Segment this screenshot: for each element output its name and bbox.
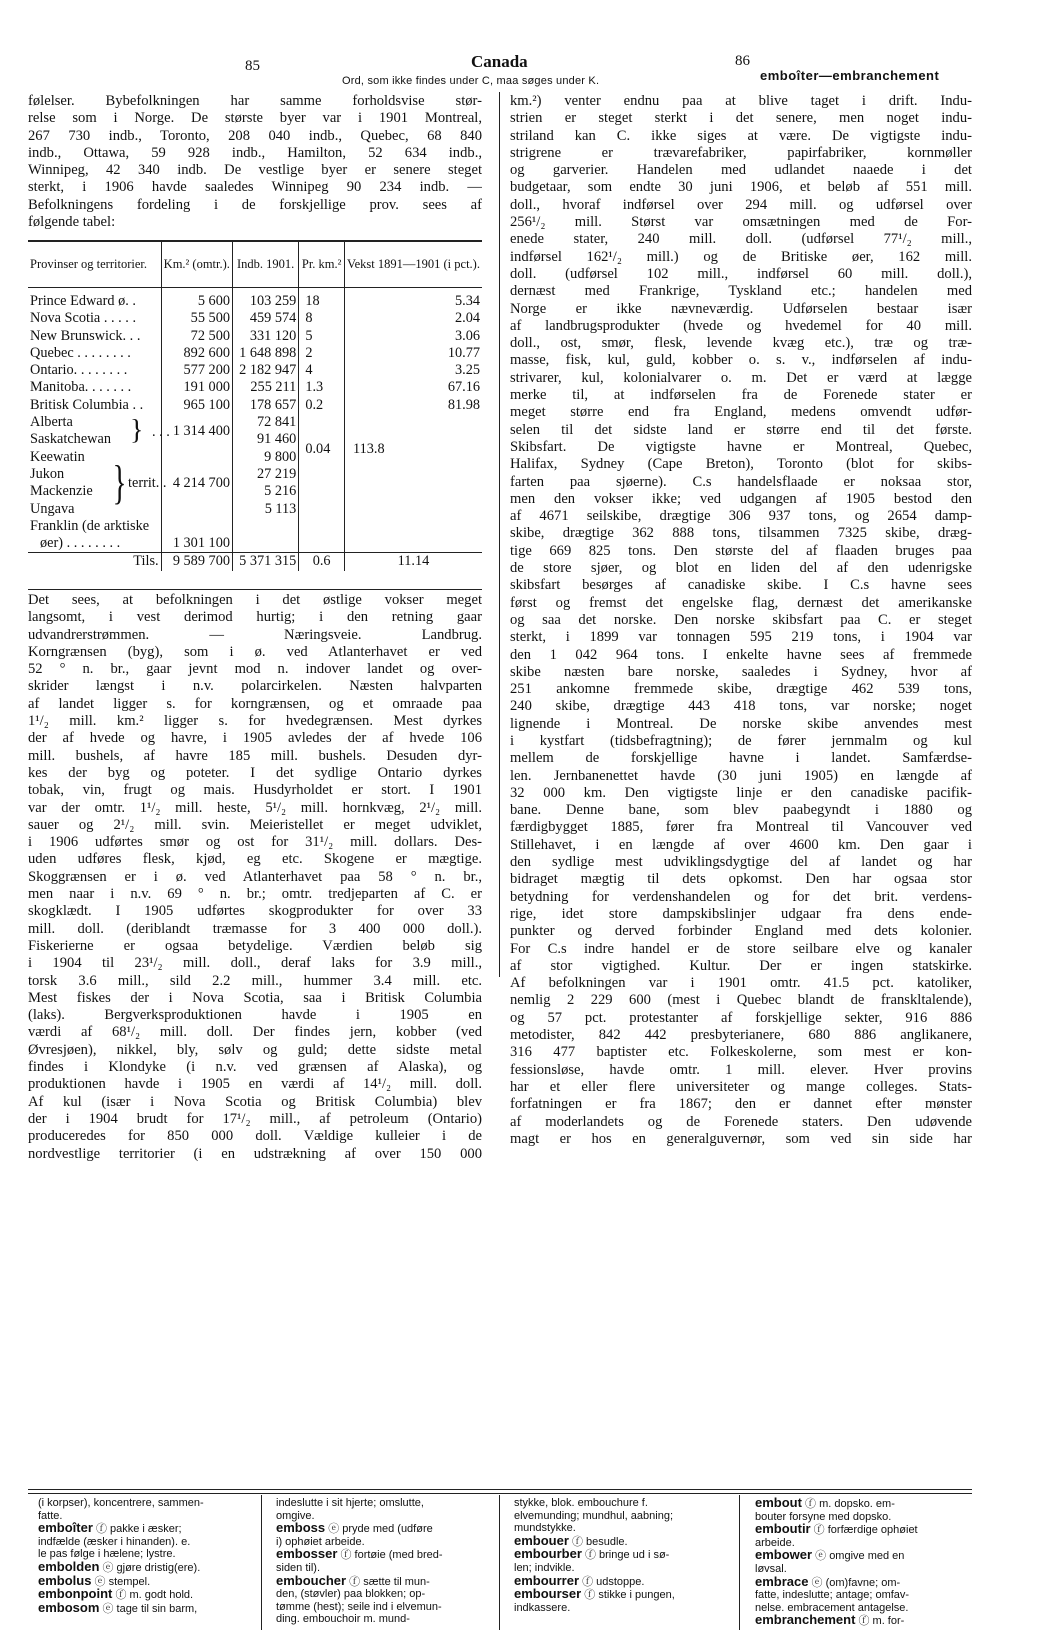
headword: embolden: [38, 1560, 100, 1574]
dictionary-line: løvsal.: [755, 1562, 787, 1575]
table-cell-km: 55 500: [161, 310, 232, 327]
text-line: 52 ° n. br., gaar jevnt mod n. indover landet og over-: [28, 661, 482, 678]
table-cell-total-pr: 0.6: [299, 553, 345, 571]
text-line: sterkt, i 1906 havde saaledes Winnipeg 90 234 indb. —: [28, 179, 482, 196]
left-column-text: [28, 592, 482, 1163]
table-row: [28, 379, 482, 396]
headword: embout: [755, 1497, 802, 1510]
table-row-franklin: [28, 518, 482, 553]
text-line: Korngrænsen (byg), som i ø. ved Atlanterhavet er ved: [28, 643, 482, 660]
table-cell-name: Alberta: [30, 414, 73, 431]
text-line: skogklædt. I 1905 udførtes skogprodukter for over 33: [28, 903, 482, 920]
table-header-vekst: Vekst 1891—1901 (i pct.).: [344, 241, 482, 287]
table-cell-vekst: 10.77: [344, 345, 482, 362]
text-line: der af hvede og havre, i 1905 avledes der af hvede 106: [28, 730, 482, 747]
brace-icon: }: [130, 415, 144, 447]
table-bottom-rule: [28, 589, 482, 590]
table-cell-indb: 459 574: [233, 310, 299, 327]
table-cell-km: 1 314 400: [161, 414, 232, 449]
dictionary-line: arbeide.: [755, 1536, 795, 1549]
running-head: emboîter—embranchement: [760, 68, 940, 83]
text-line: For C.s indre handel er de store seilbare elve og kanaler: [510, 940, 972, 957]
table-cell-pr: 0.04: [305, 440, 331, 457]
table-cell-km: 5 600: [161, 293, 232, 310]
text-line: doll. (udførsel 102 mill., indførsel 60 mill. doll.),: [510, 265, 972, 282]
table-cell-km: 965 100: [161, 397, 232, 414]
text-line: strivarer, kul, kolonialvarer o. m. Det er værd at lægge: [510, 369, 972, 386]
table-row: [28, 328, 482, 345]
table-cell-pr: 8: [299, 310, 345, 327]
dictionary-line: mundstykke.: [514, 1522, 576, 1535]
headword: embranchement: [755, 1614, 856, 1628]
table-cell-km: 1 301 100: [161, 518, 232, 553]
table-cell-name: Prince Edward ø. .: [30, 293, 137, 309]
text-line: de store sjøer, og blot en liden del af den udenrigske: [510, 560, 972, 577]
headword: emboucher: [276, 1574, 347, 1588]
table-cell-name: Ungava: [30, 500, 75, 517]
dictionary-line: embout ⓕ m. dopsko. em-: [755, 1497, 895, 1510]
table-cell-pr: 1.3: [299, 379, 345, 396]
dictionary-line: embosser ⓕ fortøie (med bred-: [276, 1548, 443, 1562]
left-column-intro: [28, 93, 482, 231]
header-note: Ord, som ikke findes under C, maa søges under K.: [342, 75, 600, 87]
text-line: skibe, drægtige 362 888 tons, tilsammen 7325 skibe, dræg-: [510, 525, 972, 542]
headword: emboîter: [38, 1522, 93, 1536]
text-line: den sydlige mest udviklingsdygtige del af landet og har: [510, 854, 972, 871]
text-line: 251 ankomne fremmede skibe, drægtige 462 539 tons,: [510, 681, 972, 698]
table-cell-km: 191 000: [161, 379, 232, 396]
table-header-indb: Indb. 1901.: [233, 241, 299, 287]
dictionary-line: nelse. embracement antagelse.: [755, 1601, 909, 1614]
text-line: findes i Klondyke (i n.v. ved grænsen af Alaska), og: [28, 1059, 482, 1076]
table-cell-name: Mackenzie: [30, 483, 93, 500]
table-cell-pr: 0.2: [299, 397, 345, 414]
page-number-right: 86: [735, 53, 750, 69]
table-cell-vekst: 67.16: [344, 379, 482, 396]
table-row-total: [28, 553, 482, 571]
table-cell-indb: 72 841: [257, 414, 297, 431]
text-line: følgende tabel:: [28, 214, 116, 231]
text-line: 32 000 km. Den vigtigste linje er den canadiske pacifik-: [510, 784, 972, 801]
dictionary-line: embower ⓔ omgive med en: [755, 1549, 905, 1563]
table-cell-name: Manitoba. . . . . . .: [30, 379, 132, 396]
dict-divider-1: [261, 1495, 262, 1630]
text-line: mill. doll. (deriblandt træmasse for 3 400 000 doll.).: [28, 920, 482, 937]
table-cell-name: Ontario. . . . . . . .: [30, 362, 128, 379]
table-row-territories-group: [28, 449, 482, 518]
text-line: mellem de forskjellige havne i landet. Samfærdse-: [510, 750, 972, 767]
text-line: og garverier. Handelen med udlandet naaede i det: [510, 162, 972, 179]
dictionary-line: embrace ⓔ (om)favne; om-: [755, 1575, 901, 1589]
text-line: produceredes for 850 000 doll. Vældige kulleier i de: [28, 1128, 482, 1145]
text-line: Fiskerierne er ogsaa betydelige. Værdien beløb sig: [28, 937, 482, 954]
dictionary-line: emboucher ⓕ sætte til mun-: [276, 1574, 430, 1588]
dictionary-line: emboîter ⓕ pakke i æsker;: [38, 1522, 182, 1536]
text-line: skibsfart besørges af canadiske skibe. I C.s havne sees: [510, 577, 972, 594]
text-line: Skoggrænsen er i ø. ved Atlanterhavet paa 58 ° n. br.,: [28, 868, 482, 885]
text-line: af stor vigtighed. Kultur. Der er ingen statskirke.: [510, 957, 972, 974]
dictionary-line: embourrer ⓕ udstoppe.: [514, 1574, 645, 1588]
footer-top-rule: [28, 1489, 972, 1490]
text-line: Af kul (især i Nova Scotia og Britisk Columbia) blev: [28, 1093, 482, 1110]
table-cell-name: New Brunswick. . .: [30, 327, 141, 344]
page-number-left: 85: [245, 58, 260, 74]
text-line: følelser. Bybefolkningen har samme forholdsvise stør-: [28, 93, 482, 109]
dictionary-line: embonpoint ⓕ m. godt hold.: [38, 1588, 194, 1602]
text-line: Winnipeg, 42 340 indb. De vestlige byer er senere steget: [28, 162, 482, 179]
table-cell-indb: 9 800: [264, 448, 297, 465]
text-line: sauer og 2¹/₂ mill. svin. Meieristellet er meget udviklet,: [28, 816, 482, 833]
table-cell-total-km: 9 589 700: [161, 553, 232, 571]
text-line: færdigbygget 1885, fører fra Montreal til Vancouver ved: [510, 819, 972, 836]
table-cell-territ: territ. .: [128, 474, 167, 491]
table-cell-vekst: 3.06: [344, 328, 482, 345]
text-line: doll., hvoraf indførsel over 294 mill. og udførsel over: [510, 196, 972, 213]
table-row: [28, 310, 482, 327]
text-line: Norge er ikke nævneværdig. Udførselen bestaar især: [510, 300, 972, 317]
text-line: selen til det sidste land er større end til det første.: [510, 421, 972, 438]
table-cell-vekst: 3.25: [344, 362, 482, 379]
dictionary-line: siden til).: [276, 1561, 321, 1574]
table-cell-name: Britisk Columbia . .: [30, 396, 144, 413]
text-line: indførsel 162¹/₂ mill.) og de Britiske øer, 162 mill.: [510, 248, 972, 265]
population-table: [28, 240, 482, 571]
dictionary-column-2: [276, 1497, 494, 1626]
text-line: bidraget mægtig til dets opkomst. Den har ogsaa stor: [510, 871, 972, 888]
table-cell-name: Saskatchewan: [30, 431, 111, 448]
dictionary-line: (i korpser), koncentrere, sammen-: [38, 1497, 204, 1509]
text-line: af 4671 seilskibe, drægtige 306 937 tons, og 2654 damp-: [510, 508, 972, 525]
text-line: først og fremst det engelske flag, dernæst det amerikanske: [510, 594, 972, 611]
dictionary-line: embouer ⓕ besudle.: [514, 1534, 628, 1548]
table-cell-indb: 331 120: [233, 328, 299, 345]
text-line: i 1906 udførtes smør og ost for 31¹/₂ mill. dollars. Des-: [28, 834, 482, 851]
headword: embosser: [276, 1548, 338, 1562]
dictionary-line: embranchement ⓕ m. for-: [755, 1614, 905, 1628]
table-row: [28, 345, 482, 362]
text-line: af moderlandets og de Forenede staters. Den udøvende: [510, 1113, 972, 1130]
table-cell-name: Franklin (de arktiske: [30, 517, 150, 534]
dictionary-line: bouter forsyne med dopsko.: [755, 1510, 892, 1523]
text-line: skrider længst i n.v. polarcirkelen. Næsten halvparten: [28, 678, 482, 695]
table-cell-indb: 27 219: [257, 465, 297, 482]
text-line: 1¹/₂ mill. km.² ligger s. for hvedegrænsen. Mest dyrkes: [28, 713, 482, 730]
dictionary-column-4: [755, 1497, 975, 1628]
table-row: [28, 293, 482, 310]
text-line: betydning for verdenshandelen og for det brit. verdens-: [510, 888, 972, 905]
text-line: enede stater, 240 mill. doll. (udførsel 77¹/₂ mill.,: [510, 231, 972, 248]
text-line: der i 1904 brudt for 17¹/₂ mill., af petroleum (Ontario): [28, 1110, 482, 1127]
text-line: i 1904 til 23¹/₂ mill. doll., deraf laks for 3.9 mill.,: [28, 955, 482, 972]
text-line: fessionsløse, havde omtr. 1 mill. elever. Hver provins: [510, 1061, 972, 1078]
text-line: langsomt, i vest derimod hurtig; i den retning gaar: [28, 609, 482, 626]
text-line: 240 skibe, drægtige 443 418 tons, var norske; noget: [510, 698, 972, 715]
table-cell-km: 72 500: [161, 328, 232, 345]
table-row: [28, 397, 482, 414]
footer-rule: [28, 1493, 972, 1494]
table-cell-indb: 255 211: [233, 379, 299, 396]
table-header-km: Km.² (omtr.).: [161, 241, 232, 287]
table-cell-vekst: 113.8: [352, 440, 385, 457]
text-line: kes der byg og poteter. I det sydlige Ontario dyrkes: [28, 764, 482, 781]
text-line: dernæst med Frankrige, Tyskland etc.; handelen med: [510, 283, 972, 300]
table-cell-indb: 5 113: [264, 500, 297, 517]
dict-divider-2: [499, 1495, 500, 1630]
table-row: [28, 362, 482, 379]
table-cell-total-indb: 5 371 315: [233, 553, 299, 571]
text-line: har et eller flere universiteter og mange colleges. Stats-: [510, 1078, 972, 1095]
dictionary-line: embolus ⓔ stempel.: [38, 1574, 151, 1588]
headword: embower: [755, 1549, 813, 1563]
headword: embosom: [38, 1601, 100, 1615]
text-line: (laks). Bergverksproduktionen havde i 1905 en: [28, 1007, 482, 1024]
dictionary-line: stykke, blok. embouchure f.: [514, 1497, 648, 1509]
dictionary-line: len; indvikle.: [514, 1561, 575, 1574]
table-cell-total-vekst: 11.14: [344, 553, 482, 571]
dictionary-line: i) ophøiet arbeide.: [276, 1535, 365, 1548]
text-line: indb., Ottawa, 59 928 indb., Hamilton, 52 634 indb.,: [28, 144, 482, 161]
table-cell-name: øer) . . . . . . . .: [40, 535, 121, 552]
dictionary-line: indeslutte i sit hjerte; omslutte,: [276, 1497, 424, 1509]
dictionary-line: embosom ⓔ tage til sin barm,: [38, 1601, 198, 1615]
table-cell-indb: 178 657: [233, 397, 299, 414]
dictionary-line: emboss ⓔ pryde med (udføre: [276, 1522, 433, 1536]
headword: embrace: [755, 1575, 809, 1589]
dictionary-line: indkassere.: [514, 1601, 571, 1614]
text-line: Mest fiskes der i Nova Scotia, saa i Britisk Columbia: [28, 989, 482, 1006]
dictionary-line: fatte.: [38, 1509, 63, 1522]
table-row-alberta-group: [28, 414, 482, 449]
headword: embolus: [38, 1574, 92, 1588]
dictionary-line: indfælde (æsker i hinanden). e.: [38, 1535, 191, 1548]
right-column-text: [510, 93, 972, 1148]
dictionary-line: embourber ⓕ bringe ud i sø-: [514, 1548, 670, 1562]
headword: embourrer: [514, 1574, 580, 1588]
text-line: bane. Denne bane, som blev paabegyndt i 1880 og: [510, 802, 972, 819]
table-cell-vekst: 5.34: [344, 293, 482, 310]
dictionary-line: ding. embouchoir m. mund-: [276, 1613, 410, 1626]
dictionary-line: elvemunding; mundhul, aabning;: [514, 1509, 674, 1522]
text-line: doll., ost, smør, flesk, levende kvæg etc.), træ og træ-: [510, 335, 972, 352]
text-line: farten paa sjøerne). C.s handelsflaade er noksaa stor,: [510, 473, 972, 490]
text-line: i kystfart (tidsbefragtning); de fører jernmalm og kul: [510, 732, 972, 749]
text-line: Halifax, Sydney (Cape Breton), Toronto (blot for skibs-: [510, 456, 972, 473]
text-line: nordvestlige territorier (i en udstrækning af over 150 000: [28, 1145, 482, 1162]
text-line: nemlig 2 229 600 (mest i Quebec blandt de franskltalende),: [510, 992, 972, 1009]
text-line: len. Jernbanenettet havde (30 juni 1905) en længde af: [510, 767, 972, 784]
dictionary-line: emboutir ⓕ forfærdige ophøiet: [755, 1523, 918, 1537]
text-line: produktionen havde i 1905 en værdi af 14¹/₂ mill. doll.: [28, 1076, 482, 1093]
text-line: relse som i Norge. De største byer var i 1901 Montreal,: [28, 110, 482, 127]
table-cell-indb: 5 216: [264, 483, 297, 500]
dictionary-line: omgive.: [276, 1509, 315, 1522]
table-header-pr: Pr. km.²: [299, 241, 345, 287]
table-cell-pr: 4: [299, 362, 345, 379]
headword: embourber: [514, 1548, 582, 1562]
text-line: Af befolkningen var i 1901 omtr. 41.5 pct. katoliker,: [510, 975, 972, 992]
text-line: og 57 pct. protestanter af forskjellige sekter, 916 886: [510, 1009, 972, 1026]
text-line: 256¹/₂ mill. Størst var omsætningen med de For-: [510, 214, 972, 231]
table-cell-name: Jukon: [30, 465, 65, 482]
table-cell-km: 4 214 700: [161, 449, 232, 518]
text-line: strien er steget sterkt i det senere, men noget indu-: [510, 110, 972, 127]
text-line: meget større end fra England, medens omvendt udfør-: [510, 404, 972, 421]
text-line: den 1 042 964 tons. I enkelte havne sees af fremmede: [510, 646, 972, 663]
table-cell-pr: 2: [299, 345, 345, 362]
text-line: sterkt, i 1899 var tonnagen 595 219 tons, i 1904 var: [510, 629, 972, 646]
headword: embourser: [514, 1588, 582, 1602]
dictionary-line: den, (støvler) paa blokken; op-: [276, 1588, 426, 1601]
dict-divider-3: [739, 1495, 740, 1630]
text-line: torsk 3.6 mill., sild 2.2 mill., hummer 3.4 mill. etc.: [28, 972, 482, 989]
dictionary-line: tømme (hest); seile ind i elvemun-: [276, 1600, 442, 1613]
headword: embouer: [514, 1534, 569, 1548]
text-line: rige, idet store dampskibslinjer udgaar fra dens ende-: [510, 905, 972, 922]
text-line: merke til, at indførselen fra de Forenede stater er: [510, 387, 972, 404]
table-cell-name: Keewatin: [30, 448, 85, 465]
dictionary-column-1: [38, 1497, 256, 1615]
text-line: km.²) venter endnu paa at blive taget i drift. Indu-: [510, 93, 972, 109]
text-line: magt er hos en generalguvernør, som ved sin side har: [510, 1130, 972, 1147]
text-line: skibe næsten bare norske, saaledes i Sydney, hvor af: [510, 663, 972, 680]
table-cell-total-label: Tils.: [28, 553, 161, 571]
text-line: strigrene er trævarefabriker, papirfabriker, kornmøller: [510, 144, 972, 161]
text-line: budgetaar, som endte 30 juni 1906, et beløb af 551 mill.: [510, 179, 972, 196]
text-line: mill. bushels, af havre 185 mill. bushels. Desuden dyr-: [28, 747, 482, 764]
text-line: Befolkningens fordeling i de forskjellige prov. sees af: [28, 196, 482, 213]
dictionary-line: fatte, indeslutte; antage; omfav-: [755, 1589, 910, 1602]
text-line: Øvresjøen), nikkel, bly, sølv og guld; dette sidste metal: [28, 1041, 482, 1058]
headword: emboss: [276, 1522, 326, 1536]
text-line: var der omtr. 1¹/₂ mill. heste, 5¹/₂ mill. hornkvæg, 2¹/₂ mill.: [28, 799, 482, 816]
text-line: tige 669 825 tons. Den største del af flaaden bruges paa: [510, 542, 972, 559]
text-line: og saa det norske. Den norske skibsfart paa C. er steget: [510, 611, 972, 628]
text-line: masse, fisk, kul, guld, kobber o. s. v., indførselen af indu-: [510, 352, 972, 369]
text-line: udvandrerstrømmen. — Næringsveie. Landbrug.: [28, 626, 482, 643]
text-line: striland kan C. ikke siges at være. De vigtigste indu-: [510, 127, 972, 144]
text-line: punkter og derved forbinder England med dets kolonier.: [510, 923, 972, 940]
brace-icon: }: [112, 455, 127, 509]
table-cell-km: 892 600: [161, 345, 232, 362]
text-line: Stillehavet, i en længde af over 4600 km. Den gaar i: [510, 836, 972, 853]
text-line: uden udføres flesk, kjød, eg etc. Skogene er mægtige.: [28, 851, 482, 868]
text-line: af landbrugsprodukter (hvede og hvedemel for 40 mill.: [510, 317, 972, 334]
table-cell-pr: 5: [299, 328, 345, 345]
text-line: lignende i Montreal. De norske skibe anvendes mest: [510, 715, 972, 732]
table-cell-indb: 2 182 947: [233, 362, 299, 379]
page-title: Canada: [471, 52, 528, 71]
dictionary-line: embolden ⓔ gjøre dristig(ere).: [38, 1560, 201, 1574]
text-line: tobak, vin, frugt og mais. Husdyrholdet er stort. I 1901: [28, 782, 482, 799]
text-line: metodister, 842 442 presbyterianere, 680 886 anglikanere,: [510, 1027, 972, 1044]
table-cell-indb: 1 648 898: [233, 345, 299, 362]
dictionary-line: embourser ⓕ stikke i pungen,: [514, 1588, 675, 1602]
table-cell-dots: . . .: [152, 424, 170, 441]
headword: emboutir: [755, 1523, 811, 1537]
text-line: men naar i n.v. 69 ° n. br.; omtr. tredjeparten af C. er: [28, 886, 482, 903]
table-cell-indb: 103 259: [233, 293, 299, 310]
table-cell-name: Quebec . . . . . . . .: [30, 344, 131, 361]
text-line: værdi af 68¹/₂ mill. doll. Der findes jern, kobber (ved: [28, 1024, 482, 1041]
table-cell-vekst: 2.04: [344, 310, 482, 327]
text-line: men den vokser ikke; ved udgangen af 1905 bestod den: [510, 490, 972, 507]
text-line: Det sees, at befolkningen i det østlige vokser meget: [28, 592, 482, 608]
text-line: 316 477 baptister etc. Folkeskolerne, som mest er kon-: [510, 1044, 972, 1061]
table-header-province: Provinser og territorier.: [28, 241, 161, 287]
text-line: 267 730 indb., Toronto, 208 040 indb., Quebec, 68 840: [28, 127, 482, 144]
dictionary-line: le pas følge i hælene; lystre.: [38, 1548, 176, 1561]
column-divider: [499, 92, 500, 977]
text-line: af landet ligger s. for korngrænsen, og et omraade paa: [28, 695, 482, 712]
table-cell-vekst: 81.98: [344, 397, 482, 414]
headword: embonpoint: [38, 1588, 113, 1602]
table-cell-indb: 91 460: [257, 431, 297, 448]
dictionary-column-3: [514, 1497, 734, 1614]
table-cell-km: 577 200: [161, 362, 232, 379]
table-cell-pr: 18: [299, 293, 345, 310]
table-cell-name: Nova Scotia . . . . .: [30, 310, 137, 327]
text-line: Skibsfart. De vigtigste havne er Montreal, Quebec,: [510, 438, 972, 455]
text-line: forfatningen er fra 1867; den er dannet efter mønster: [510, 1096, 972, 1113]
